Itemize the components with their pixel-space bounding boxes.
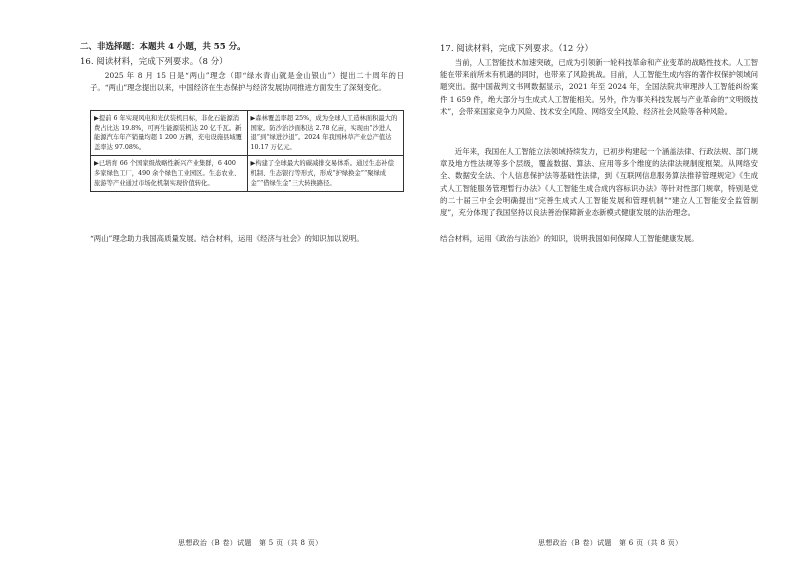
table-cell: ▶构建了全球最大的碳减排交易体系。通过生态补偿机制、生态银行等形式，形成“护绿换金”“聚绿成金”“借绿生金”三大转换路径。 <box>247 156 404 192</box>
page-footer-left: 思想政治（B 卷）试题 第 5 页（共 8 页） <box>178 539 323 547</box>
table-row <box>91 111 404 156</box>
question-17-heading: 17. 阅读材料，完成下列要求。（12 分） <box>440 44 593 54</box>
table-cell: ▶提前 6 年实现风电和光伏装机目标，非化石能源消费占比达 19.8%，可再生能源装机达 20 亿千瓦。新能源汽车年产销量均超 1 200 万辆，充电设施县域覆盖率达 97.08%。 <box>91 111 248 156</box>
table-cell: ▶森林覆盖率超 25%，成为全球人工造林面积最大的国家。防沙治沙面积达 2.78 亿亩，实现由“沙进人退”到“绿进沙退”。2024 年我国林草产业总产值达 10.17 万亿元。 <box>247 111 404 156</box>
page-footer-right: 思想政治（B 卷）试题 第 6 页（共 8 页） <box>538 539 683 547</box>
question-17-paragraph-2: 近年来，我国在人工智能立法领域持续发力，已初步构建起一个涵盖法律、行政法规、部门规章及地方性法规等多个层级，覆盖数据、算法、应用等多个维度的法律法规制度框架。从网络安全、数据安全法、个人信息保护法等基础性法律，到《互联网信息服务算法推荐管理规定》《生成式人工智能服务管理暂行办法》《人工智能生成合成内容标识办法》等针对性部门规章，特别是党的二十届三中全会明确提出“完善生成式人工智能发展和管理机制”“建立人工智能安全监管制度”，充分体现了我国坚持以良法善治保障新业态新模式健康发展的法治理念。 <box>440 147 758 218</box>
question-16-prompt: “两山”理念助力我国高质量发展。结合材料，运用《经济与社会》的知识加以说明。 <box>90 234 364 243</box>
question-17-paragraph-1: 当前，人工智能技术加速突破，已成为引领新一轮科技革命和产业变革的战略性技术。人工智能在带来前所未有机遇的同时，也带来了风险挑战。目前，人工智能生成内容的著作权保护领域问题突出。据中国裁判文书网数据显示，2021 年至 2024 年，全国法院共审理涉人工智能纠纷案件 1 659 件，绝大部分与生成式人工智能相关。另外，作为事关科技发展与产业革命的“文明级技术”，会带来国家竞争力风险、技术安全风险、网络安全风险、经济社会风险等各种风险。 <box>440 58 758 116</box>
material-table <box>90 110 404 192</box>
question-16-intro: 2025 年 8 月 15 日是“两山”理念（即“绿水青山就是金山银山”）提出二十周年的日子。“两山”理念提出以来，中国经济在生态保护与经济发展协同推进方面发生了深刻变化。 <box>90 71 404 93</box>
question-16-heading: 16. 阅读材料，完成下列要求。（8 分） <box>80 57 228 67</box>
right-page <box>440 0 758 579</box>
table-row <box>91 156 404 192</box>
left-page <box>80 0 402 579</box>
question-17-prompt: 结合材料，运用《政治与法治》的知识，说明我国如何保障人工智能健康发展。 <box>440 234 699 243</box>
table-cell: ▶已培育 66 个国家级战略性新兴产业集群，6 400 多家绿色工厂，490 余个绿色工业园区。生态农业、旅游等产业通过市场化机制实现价值转化。 <box>91 156 248 192</box>
section-title: 二、非选择题：本题共 4 小题，共 55 分。 <box>80 42 246 52</box>
